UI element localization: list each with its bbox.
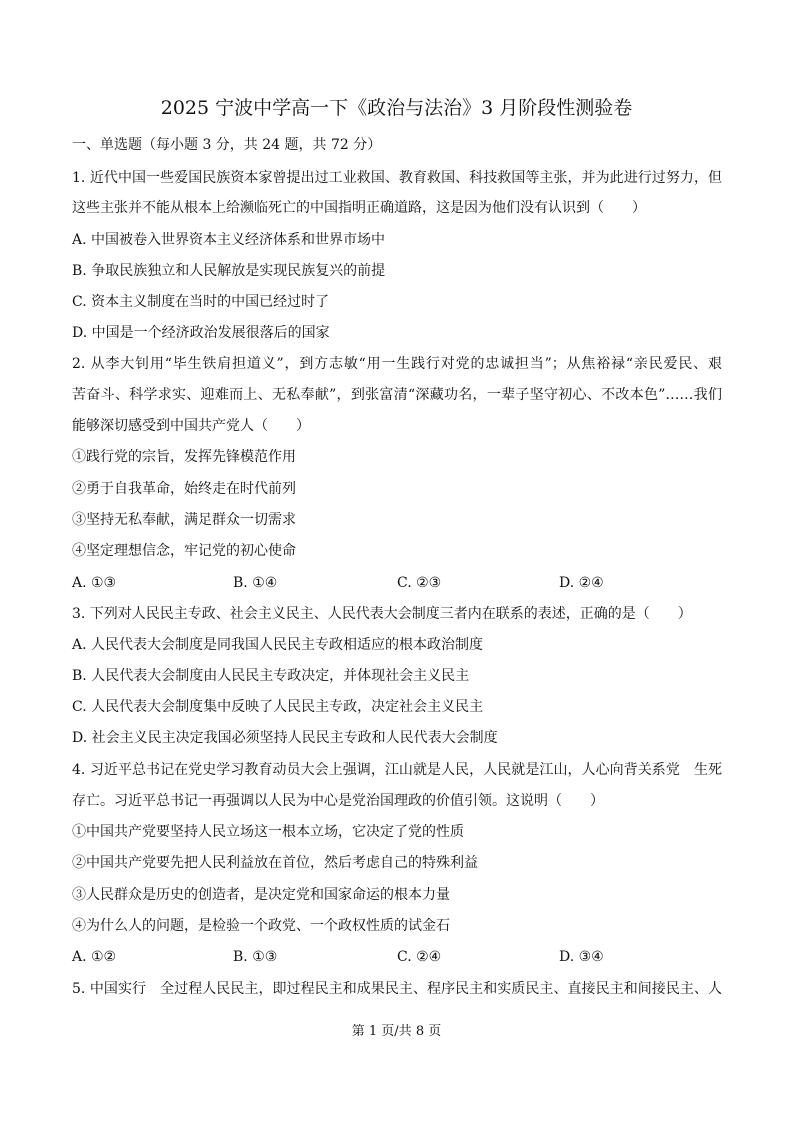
question-stem-line: 这些主张并不能从根本上给濒临死亡的中国指明正确道路，这是因为他们没有认识到（ ） [72,200,646,216]
statement-1: ①中国共产党要坚持人民立场这一根本立场，它决定了党的性质 [72,824,464,840]
option-d: D. 社会主义民主决定我国必须坚持人民民主专政和人民代表大会制度 [72,730,498,746]
option-c: C. 人民代表大会制度集中反映了人民民主专政，决定社会主义民主 [72,699,484,715]
statement-4: ④为什么人的问题，是检验一个政党、一个政权性质的试金石 [72,918,450,934]
option-b: B. 人民代表大会制度由人民民主专政决定，并体现社会主义民主 [72,668,470,684]
choice-d: D. ②④ [559,575,604,591]
question-stem-line: 存亡。习近平总书记一再强调以人民为中心是党治国理政的价值引领。这说明（ ） [72,793,604,809]
statement-3: ③坚持无私奉献，满足群众一切需求 [72,512,296,528]
section-heading: 一、单选题（每小题 3 分，共 24 题，共 72 分） [72,137,382,153]
choice-d: D. ③④ [559,949,604,965]
choice-a: A. ①② [72,949,117,965]
question-stem-line: 5. 中国实行 全过程人民民主，即过程民主和成果民主、程序民主和实质民主、直接民主和间接民主、人 [72,981,722,997]
choice-b: B. ①④ [233,575,278,591]
choice-c: C. ②③ [397,575,442,591]
question-stem-line: 4. 习近平总书记在党史学习教育动员大会上强调，江山就是人民，人民就是江山，人心向背关系党 生死 [72,762,722,778]
statement-2: ②勇于自我革命，始终走在时代前列 [72,481,296,497]
choice-row [72,573,722,593]
page-title: 2025 宁波中学高一下《政治与法治》3 月阶段性测验卷 [160,97,633,119]
question-stem-line: 能够深切感受到中国共产党人（ ） [72,418,310,434]
option-a: A. 人民代表大会制度是同我国人民民主专政相适应的根本政治制度 [72,637,484,653]
option-d: D. 中国是一个经济政治发展很落后的国家 [72,325,330,341]
choice-a: A. ①③ [72,575,117,591]
question-stem-line: 2. 从李大钊用“毕生铁肩担道义”，到方志敏“用一生践行对党的忠诚担当”；从焦裕禄“亲民爱民、艰 [72,356,722,372]
choice-c: C. ②④ [397,949,442,965]
choice-b: B. ①③ [233,949,278,965]
question-stem-line: 1. 近代中国一些爱国民族资本家曾提出过工业救国、教育救国、科技救国等主张，并为此进行过努力，但 [72,170,722,186]
statement-2: ②中国共产党要先把人民利益放在首位，然后考虑自己的特殊利益 [72,855,478,871]
question-stem-line: 3. 下列对人民民主专政、社会主义民主、人民代表大会制度三者内在联系的表述，正确的是（ ） [72,606,692,622]
statement-1: ①践行党的宗旨，发挥先锋模范作用 [72,449,296,465]
option-c: C. 资本主义制度在当时的中国已经过时了 [72,294,330,310]
option-a: A. 中国被卷入世界资本主义经济体系和世界市场中 [72,232,386,248]
choice-row [72,947,722,967]
page-footer: 第 1 页/共 8 页 [351,1024,442,1039]
statement-3: ③人民群众是历史的创造者，是决定党和国家命运的根本力量 [72,887,450,903]
option-b: B. 争取民族独立和人民解放是实现民族复兴的前提 [72,263,386,279]
statement-4: ④坚定理想信念，牢记党的初心使命 [72,543,296,559]
question-stem-line: 苦奋斗、科学求实、迎难而上、无私奉献”，到张富清“深藏功名，一辈子坚守初心、不改本色”……我们 [72,387,722,403]
